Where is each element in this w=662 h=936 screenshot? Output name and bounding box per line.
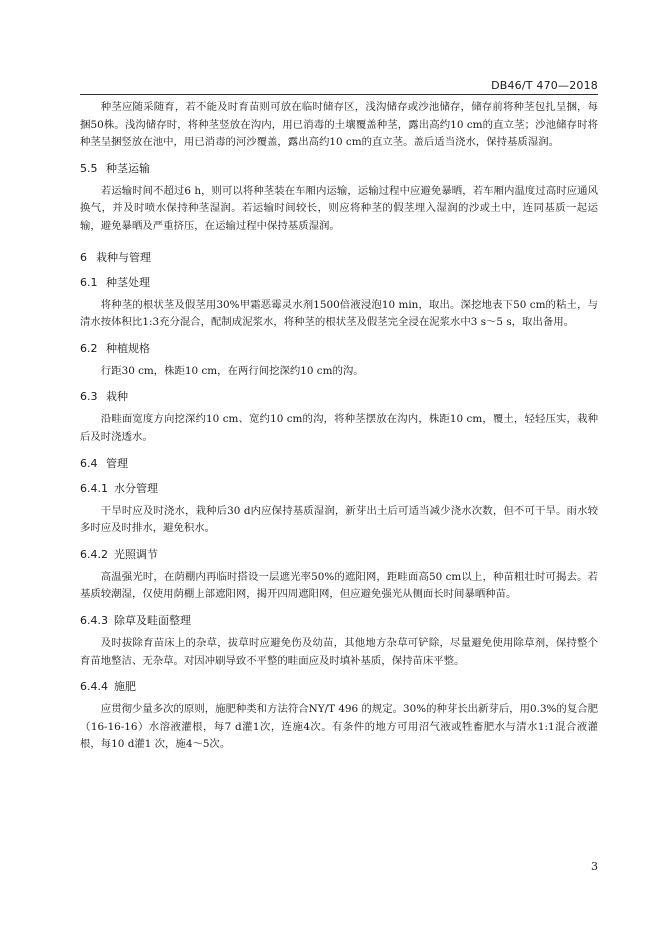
paragraph: 干旱时应及时浇水，栽种后30 d内应保持基质湿润，新芽出土后可适当减少浇水次数，但不可干旱。雨水较多时应及时排水，避免积水。 — [80, 504, 598, 535]
section-heading — [80, 341, 598, 357]
section-title: 栽种与管理 — [96, 250, 151, 264]
section-number: 6.3 — [80, 390, 98, 404]
section-title: 种茎处理 — [106, 275, 150, 289]
section-heading — [80, 456, 598, 472]
section-title: 栽种 — [106, 390, 128, 404]
section-heading — [80, 389, 598, 405]
section-title: 施肥 — [114, 680, 136, 694]
section-number: 6.4.3 — [80, 613, 108, 627]
paragraph: 将种茎的根状茎及假茎用30%甲霜恶霉灵水剂1500倍液浸泡10 min，取出。深挖地表下50 cm的粘土，与清水按体积比1:3充分混合，配制成泥浆水，将种茎的根状茎及假茎完全浸在泥浆水中3 s～5 s，取出备用。 — [80, 298, 598, 329]
paragraph: 及时拔除育苗床上的杂草，拔草时应避免伤及幼苗，其他地方杂草可铲除，尽量避免使用除草剂，保持整个育苗地整洁、无杂草。对因冲刷导致不平整的畦面应及时填补基质，保持苗床平整。 — [80, 636, 598, 667]
section-title: 光照调节 — [114, 547, 158, 561]
section-number: 6 — [80, 250, 87, 264]
paragraph: 行距30 cm，株距10 cm，在两行间挖深约10 cm的沟。 — [100, 364, 364, 377]
section-heading — [80, 161, 598, 177]
document-body — [80, 98, 598, 758]
paragraph: 若运输时间不超过6 h，则可以将种茎装在车厢内运输，运输过程中应避免暴晒，若车厢内温度过高时应通风换气，并及时喷水保持种茎湿润。若运输时间较长，则应将种茎的假茎埋入湿润的沙或土中，连同基质一起运输，避免暴晒及严重挤压，在运输过程中保持基质湿润。 — [80, 184, 598, 232]
section-title: 种茎运输 — [106, 161, 150, 175]
section-number: 5.5 — [80, 161, 98, 175]
paragraph: 沿畦面宽度方向挖深约10 cm、宽约10 cm的沟，将种茎摆放在沟内，株距10 cm，覆土，轻轻压实，栽种后及时浇透水。 — [80, 413, 598, 443]
section-number: 6.4.4 — [80, 680, 108, 694]
section-title: 除草及畦面整理 — [114, 613, 191, 627]
paragraph: 应贯彻少量多次的原则，施肥种类和方法符合NY/T 496 的规定。30%的种芽长出新芽后，用0.3%的复合肥（16-16-16）水溶液灌根，每7 d灌1次，连施4次。有条件的地方可用沼气液或牲畜肥水与清水1:1混合液灌根，每10 d灌1 次，施4～5次。 — [80, 703, 598, 751]
header-rule — [80, 94, 598, 95]
paragraph: 种茎应随采随育，若不能及时育苗则可放在临时储存区，浅沟储存或沙池储存，储存前将种茎包扎呈捆，每捆50株。浅沟储存时，将种茎竖放在沟内，用已消毒的土壤覆盖种茎，露出高约10 cm的直立茎；沙池储存时将种茎呈捆竖放在池中，用已消毒的河沙覆盖，露出高约10 cm的直立茎。盖后适当浇水，保持基质湿润。 — [80, 101, 598, 149]
section-title: 种植规格 — [106, 341, 150, 355]
page-number: 3 — [591, 860, 598, 873]
section-heading — [80, 250, 598, 266]
section-heading — [80, 547, 598, 563]
paragraph: 高温强光时，在荫棚内再临时搭设一层遮光率50%的遮阳网，距畦面高50 cm以上，种苗粗壮时可揭去。若基质较潮湿，仅使用荫棚上部遮阳网，揭开四周遮阳网，但应避免强光从侧面长时间暴晒种苗。 — [80, 570, 598, 601]
section-title: 水分管理 — [114, 481, 158, 495]
document-code: DB46/T 470—2018 — [491, 79, 598, 92]
section-number: 6.4 — [80, 456, 98, 470]
section-number: 6.4.1 — [80, 481, 108, 495]
section-heading — [80, 679, 598, 695]
section-number: 6.4.2 — [80, 547, 108, 561]
section-title: 管理 — [106, 456, 128, 470]
section-heading — [80, 275, 598, 291]
section-heading — [80, 613, 598, 629]
section-number: 6.1 — [80, 275, 98, 289]
section-number: 6.2 — [80, 341, 98, 355]
section-heading — [80, 481, 598, 497]
